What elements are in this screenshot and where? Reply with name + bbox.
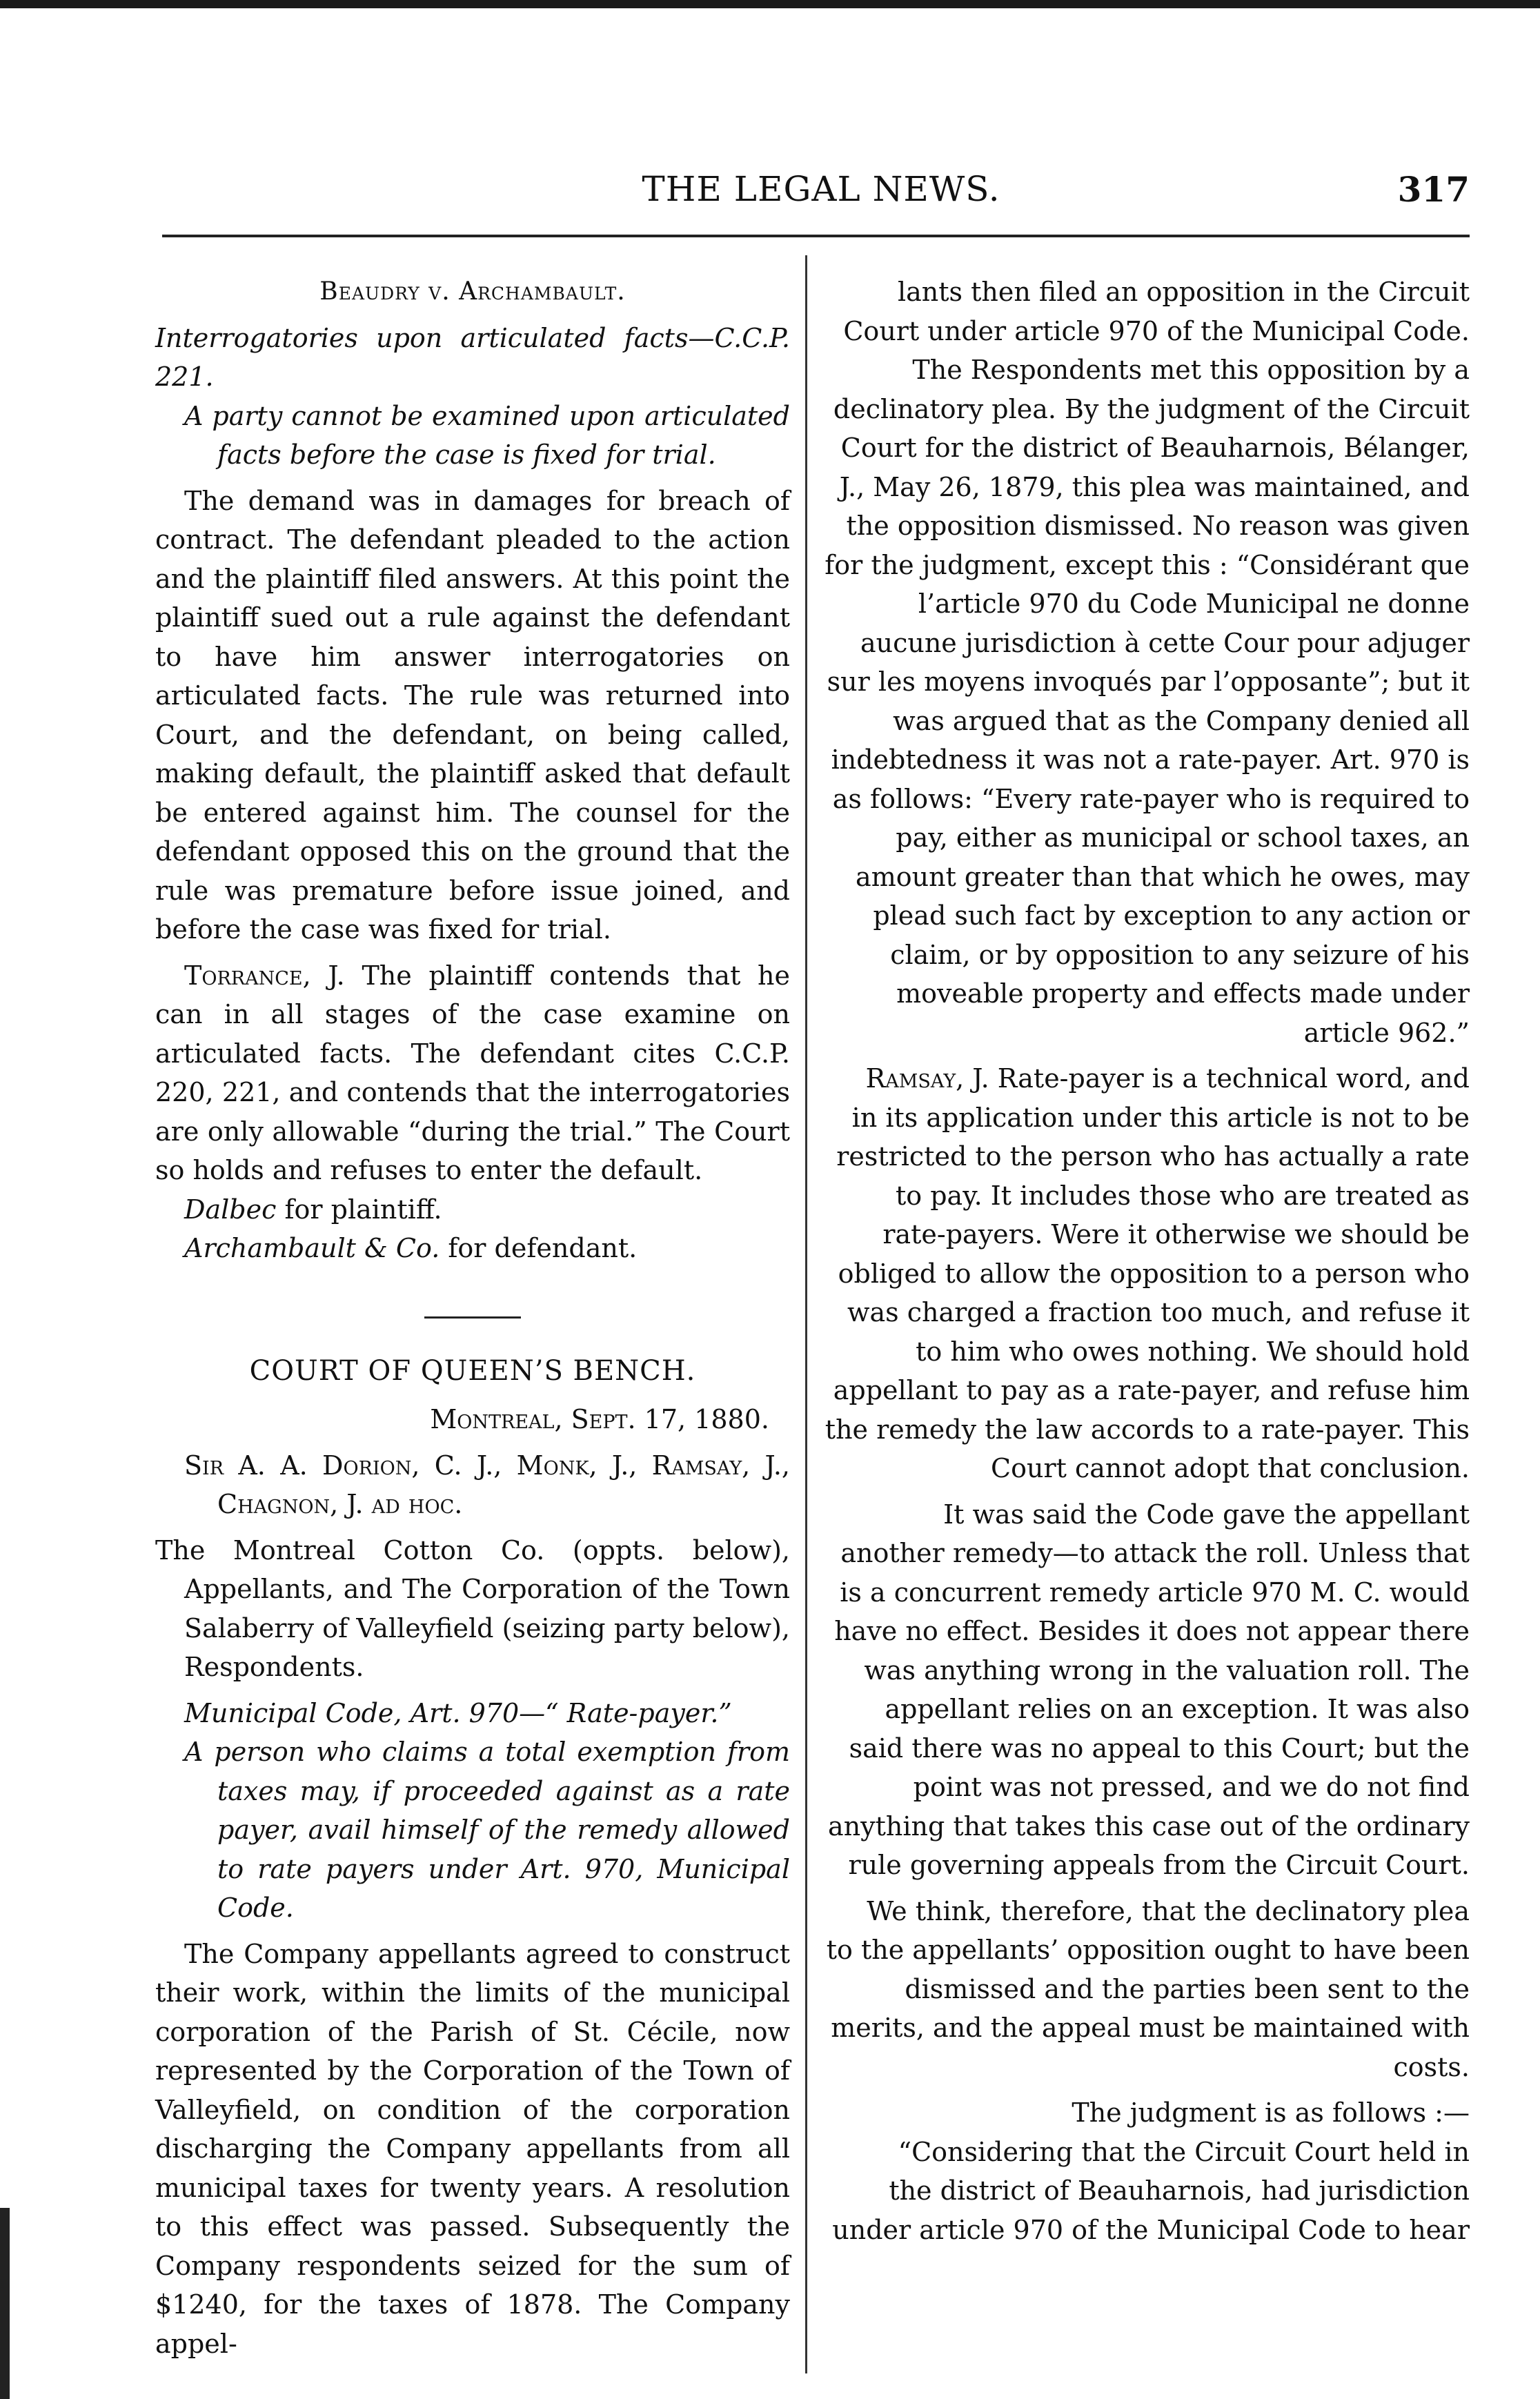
journal-title: THE LEGAL NEWS. xyxy=(642,169,1000,209)
page-edge-mark xyxy=(0,2208,10,2399)
court-heading: COURT OF QUEEN’S BENCH. xyxy=(249,1354,696,1387)
case-paragraph xyxy=(155,956,790,1190)
case-paragraph: The demand was in damages for breach of contract. The defendant pleaded to the action and the plaintiff filed answers. At this point the plaintiff sued out a rule against the defendant to have him answer interrogatories on articulated facts. The rule was returned into Court, and the defendant, on being called, making default, the plaintiff asked that default be entered against him. The counsel for the defendant opposed this on the ground that the rule was premature before issue joined, and before the case was fixed for trial. xyxy=(155,485,790,945)
parties: The Montreal Cotton Co. (oppts. below), Appellants, and The Corporation of the Town Salaberry of Valleyfield (seizing party below), Respondents. xyxy=(155,1534,790,1682)
judge-name: Torrance, J. xyxy=(184,960,345,991)
case-paragraph: “Considering that the Circuit Court held in the district of Beauharnois, had jurisdiction under article 970 of the Municipal Code to hear xyxy=(832,2136,1470,2245)
column-divider xyxy=(805,255,807,2373)
case-paragraph: The judgment is as follows :— xyxy=(1072,2097,1470,2128)
case-title: Beaudry v. Archambault. xyxy=(319,277,626,306)
place-date: Montreal, Sept. 17, 1880. xyxy=(430,1404,769,1434)
case-paragraph: lants then filed an opposition in the Circuit Court under article 970 of the Municipal Code. The Respondents met this opposition by a declinatory plea. By the judgment of the Circuit Court for the district of Beauharnois, Bélanger, J., May 26, 1879, this plea was maintained, and the opposition dismissed. No reason was given for the judgment, except this : “Considérant que l’article 970 du Code Municipal ne donne aucune jurisdiction à cette Cour pour adjuger sur les moyens invoqués par l’opposante”; but it was argued that as the Company denied all indebtedness it was not a rate-payer. Art. 970 is as follows: “Every rate-payer who is required to pay, either as municipal or school taxes, an amount greater than that which he owes, may plead such fact by exception to any action or claim, or by opposition to any seizure of his moveable property and effects made under article 962.” xyxy=(825,277,1470,1048)
section-rule xyxy=(424,1316,521,1319)
case-paragraph xyxy=(825,1059,1470,1488)
counsel-line: Archambault & Co. for defendant. xyxy=(184,1233,638,1263)
case-paragraph: The Company appellants agreed to construct their work, within the limits of the municipal corporation of the Parish of St. Cécile, now represented by the Corporation of the Town of Valleyfield, on condition of the corporation discharging the Company appellants from all municipal taxes for twenty years. A resolution to this effect was passed. Subsequently the Company respondents seized for the sum of $1240, for the taxes of 1878. The Company appel- xyxy=(155,1938,790,2359)
judgment-text: Rate-payer is a technical word, and in its application under this article is not to be restricted to the person who has actually a rate to pay. It includes those who are treated as rate-payers. Were it otherwise we should be obliged to allow the opposition to a person who was charged a fraction too much, and refuse it to him who owes nothing. We should hold appellant to pay as a rate-payer, and refuse him the remedy the law accords to a rate-payer. This Court cannot adopt that conclusion. xyxy=(825,1063,1470,1483)
case-paragraph: It was said the Code gave the appellant another remedy—to attack the roll. Unless that is a concurrent remedy article 970 M. C. would have no effect. Besides it does not appear there was anything wrong in the valuation roll. The appellant relies on an exception. It was also said there was no appeal to this Court; but the point was not pressed, and we do not find anything that takes this case out of the ordinary rule governing appeals from the Circuit Court. xyxy=(828,1499,1470,1880)
case-paragraph: We think, therefore, that the declinatory plea to the appellants’ opposition ought to have been dismissed and the parties been sent to the merits, and the appeal must be maintained with costs. xyxy=(826,1895,1470,2082)
case-subject: Municipal Code, Art. 970—“ Rate-payer.” xyxy=(184,1697,732,1728)
case-headnote: A party cannot be examined upon articulated facts before the case is fixed for trial. xyxy=(184,400,790,470)
left-column xyxy=(155,273,790,2363)
page-number: 317 xyxy=(1397,169,1470,210)
counsel-name: Dalbec xyxy=(184,1194,277,1225)
judgment-text: The plaintiff contends that he can in all stages of the case examine on articulated facts. The defendant cites C.C.P. 220, 221, and contends that the interrogatories are only allowable “during the trial.” The Court so holds and refuses to enter the default. xyxy=(155,960,790,1185)
running-header xyxy=(172,169,1470,217)
counsel-line: Dalbec for plaintiff. xyxy=(184,1194,442,1225)
counsel-name: Archambault & Co. xyxy=(184,1233,440,1263)
page-top-border xyxy=(0,0,1540,8)
case-subject: Interrogatories upon articulated facts—C.C.P. 221. xyxy=(155,322,790,392)
case-headnote: A person who claims a total exemption from taxes may, if proceeded against as a rate payer, avail himself of the remedy allowed to rate payers under Art. 970, Municipal Code. xyxy=(184,1737,790,1923)
judge-name: Ramsay, J. xyxy=(865,1063,989,1094)
bench-list: Sir A. A. Dorion, C. J., Monk, J., Ramsay, J., Chagnon, J. ad hoc. xyxy=(184,1450,790,1519)
right-column xyxy=(825,273,1470,2249)
header-rule xyxy=(162,235,1470,237)
